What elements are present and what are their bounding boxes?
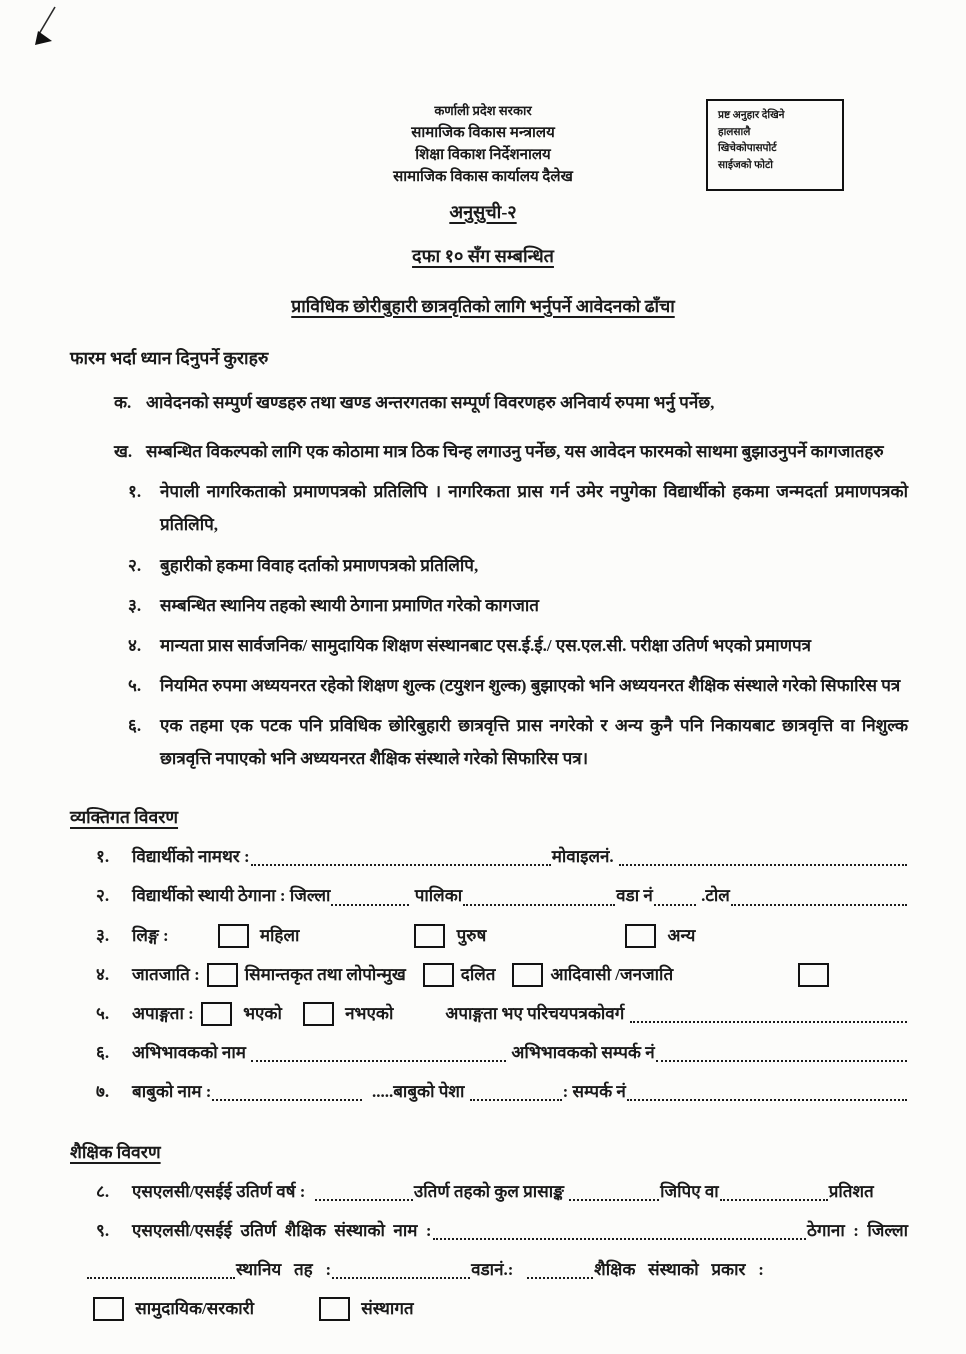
field-label: स्थानिय तह : xyxy=(236,1259,332,1279)
checkbox[interactable] xyxy=(218,924,249,948)
field-label: अभिभावकको सम्पर्क नं xyxy=(507,1042,655,1062)
org-line-ministry: सामाजिक विकास मन्त्रालय xyxy=(411,125,555,141)
field-label: नभएको xyxy=(340,1003,394,1023)
checkbox[interactable] xyxy=(414,924,445,948)
field-label: जातजाति : xyxy=(132,964,200,984)
dotted-fill-blank[interactable] xyxy=(463,898,615,906)
dotted-fill-blank[interactable] xyxy=(331,898,409,906)
instruction-text: आवेदनको सम्पुर्ण खण्डहरु तथा खण्ड अन्तरगतका सम्पूर्ण विवरणहरु अनिवार्य रुपमा भर्नु पर्नेछ, xyxy=(146,393,715,412)
photo-box-line: खिचेकोपासपोर्ट xyxy=(718,143,777,154)
org-line-directorate: शिक्षा विकाश निर्देशनालय xyxy=(415,147,551,163)
item-number: ६. xyxy=(96,1042,110,1062)
photo-box-line: प्रष्ट अनुहार देखिने xyxy=(718,110,785,121)
field-label: अपाङ्गता : xyxy=(132,1003,194,1023)
item-number: ४. xyxy=(96,964,110,984)
photo-box-line: हालसालै xyxy=(718,126,751,138)
field-label: संस्थागत xyxy=(357,1298,414,1318)
document-text: बुहारीको हकमा विवाह दर्ताको प्रमाणपत्रको प्रतिलिपि, xyxy=(160,555,479,575)
item-number: ५. xyxy=(96,1003,110,1023)
dotted-fill-blank[interactable] xyxy=(731,898,907,906)
document-text: नियमित रुपमा अध्ययनरत रहेको शिक्षण शुल्क (टयुशन शुल्क) बुझाएको भनि अध्ययनरत शैक्षिक संस्थाले गरेको सिफारिस पत्र xyxy=(160,675,901,695)
dotted-fill-blank[interactable] xyxy=(315,1193,413,1201)
dotted-fill-blank[interactable] xyxy=(251,1054,506,1062)
item-number: २. xyxy=(128,555,142,575)
item-number: ४. xyxy=(128,635,142,655)
pen-mark xyxy=(18,2,74,58)
document-item xyxy=(128,589,908,622)
item-number: ६. xyxy=(128,716,142,736)
item-number: ७. xyxy=(96,1081,110,1101)
education-details-rows xyxy=(70,1178,908,1323)
item-number: ख. xyxy=(114,442,133,462)
form-title: प्राविधिक छोरीबुहारी छात्रवृतिको लागि भर्नुपर्ने आवेदनको ढाँचा xyxy=(291,296,675,316)
dotted-fill-blank[interactable] xyxy=(630,1015,907,1023)
field-label: बाबुको नाम : xyxy=(132,1081,212,1101)
field-label: सिमान्तकृत तथा लोपोन्मुख xyxy=(244,964,406,984)
gender-row xyxy=(96,922,908,950)
dotted-fill-blank[interactable] xyxy=(470,1093,562,1101)
document-text: मान्यता प्रास सार्वजनिक/ सामुदायिक शिक्षण संस्थानबाट एस.ई.ई./ एस.एल.सी. परीक्षा उतिर्ण भएको प्रमाणपत्र xyxy=(160,635,812,655)
field-label: .टोल xyxy=(696,886,730,906)
dotted-fill-blank[interactable] xyxy=(619,858,907,866)
checkbox[interactable] xyxy=(798,963,829,987)
field-label: एसएलसी/एसईई उतिर्ण शैक्षिक संस्थाको नाम : xyxy=(132,1220,432,1240)
field-label: अन्य xyxy=(663,925,696,945)
field-label: शैक्षिक संस्थाको प्रकार : xyxy=(594,1259,764,1279)
instructions-heading: फारम भर्दा ध्यान दिनुपर्ने कुराहरु xyxy=(70,348,269,368)
field-label: एसएलसी/एसईई उतिर्ण वर्ष : xyxy=(132,1181,314,1201)
field-label: सामुदायिक/सरकारी xyxy=(131,1298,255,1318)
field-label: ठेगाना : जिल्ला xyxy=(807,1220,908,1240)
field-label: प्रतिशत xyxy=(828,1181,874,1201)
field-label: अभिभावकको नाम xyxy=(132,1042,251,1062)
dotted-fill-blank[interactable] xyxy=(654,898,696,906)
item-number: क. xyxy=(114,393,132,412)
field-label: : सम्पर्क नं xyxy=(562,1081,626,1101)
item-number: २. xyxy=(96,886,110,906)
photo-box-line: साईजको फोटो xyxy=(718,159,773,171)
field-label: विद्यार्थीको नामथर : xyxy=(132,847,250,867)
field-label: विद्यार्थीको स्थायी ठेगाना : जिल्ला xyxy=(132,886,331,906)
item-number: ३. xyxy=(96,925,110,945)
item-number: ९. xyxy=(96,1220,110,1240)
item-number: ५. xyxy=(128,675,142,695)
dotted-fill-blank[interactable] xyxy=(656,1054,907,1062)
checkbox[interactable] xyxy=(207,963,238,987)
photo-box xyxy=(706,99,844,191)
field-label: आदिवासी /जनजाति xyxy=(550,964,674,984)
checkbox[interactable] xyxy=(93,1297,124,1321)
document-item xyxy=(128,549,908,582)
field-label: दलित xyxy=(460,964,496,984)
institution-type-row xyxy=(86,1295,908,1323)
document-text: नेपाली नागरिकताको प्रमाणपत्रको प्रतिलिपि । नागरिकता प्रास गर्न उमेर नपुगेका विद्यार्थीको हकमा जन्मदर्ता प्रमाणपत्रको प्रतिलिपि, xyxy=(160,482,908,535)
checkbox[interactable] xyxy=(423,963,454,987)
item-number: ८. xyxy=(96,1181,110,1201)
dotted-fill-blank[interactable] xyxy=(87,1271,235,1279)
field-label: पुरुष xyxy=(452,925,487,945)
field-label: वडानं.: xyxy=(471,1259,527,1279)
item-number: १. xyxy=(96,847,110,867)
org-line-office: सामाजिक विकास कार्यालय दैलेख xyxy=(393,169,573,185)
field-label: लिङ्ग : xyxy=(132,925,169,945)
document-item xyxy=(128,709,908,775)
form-body xyxy=(0,346,966,1323)
dotted-fill-blank[interactable] xyxy=(627,1093,907,1101)
field-label: .....बाबुको पेशा xyxy=(363,1081,469,1101)
dotted-fill-blank[interactable] xyxy=(527,1271,593,1279)
field-label: पालिका xyxy=(410,886,463,906)
item-number: १. xyxy=(128,482,142,502)
dotted-fill-blank[interactable] xyxy=(720,1193,828,1201)
personal-details-rows xyxy=(70,843,908,1105)
item-number: ३. xyxy=(128,595,142,615)
dotted-fill-blank[interactable] xyxy=(433,1232,806,1240)
guardian-row xyxy=(96,1039,908,1067)
student-name-row xyxy=(96,843,908,871)
instruction-text: सम्बन्धित विकल्पको लागि एक कोठामा मात्र ठिक चिन्ह लगाउनु पर्नेछ, यस आवेदन फारमको साथमा बुझाउनुपर्ने कागजातहरु xyxy=(146,442,884,462)
field-label: अपाङ्गता भए परिचयपत्रकोवर्ग xyxy=(445,1003,629,1023)
slc-institution-row-2 xyxy=(86,1256,908,1284)
checkbox[interactable] xyxy=(625,924,656,948)
education-details-heading: शैक्षिक विवरण xyxy=(70,1141,161,1162)
ethnicity-row xyxy=(96,961,908,989)
instruction-item xyxy=(114,386,908,419)
field-label: भएको xyxy=(238,1003,282,1023)
field-label: जिपिए वा xyxy=(660,1181,719,1201)
personal-details-heading: व्यक्तिगत विवरण xyxy=(70,807,179,828)
slc-institution-row xyxy=(96,1217,908,1245)
father-row xyxy=(96,1078,908,1106)
document-item xyxy=(128,669,908,702)
field-label: वडा नं xyxy=(616,886,653,906)
field-label: महिला xyxy=(255,925,300,945)
annex-label: अनुसुची-२ xyxy=(449,202,517,222)
checkbox[interactable] xyxy=(319,1297,350,1321)
dotted-fill-blank[interactable] xyxy=(212,1093,362,1101)
document-item xyxy=(128,475,908,541)
document-text: सम्बन्धित स्थानिय तहको स्थायी ठेगाना प्रमाणित गरेको कागजात xyxy=(160,595,539,615)
checkbox[interactable] xyxy=(303,1002,334,1026)
clause-label: दफा १० सँग सम्बन्धित xyxy=(412,246,554,266)
document-text: एक तहमा एक पटक पनि प्रविधिक छोरिबुहारी छात्रवृत्ति प्रास नगरेको र अन्य कुनै पनि निकायबाट छात्रवृत्ति वा निशुल्क छात्रवृत्ति नपाएको भनि अध्ययनरत शैक्षिक संस्थाले गरेको सिफारिस पत्र। xyxy=(160,716,908,769)
document-item xyxy=(128,629,908,662)
dotted-fill-blank[interactable] xyxy=(332,1271,470,1279)
disability-row xyxy=(96,1000,908,1028)
permanent-address-row xyxy=(96,882,908,910)
required-documents-list xyxy=(70,475,908,775)
checkbox[interactable] xyxy=(201,1002,232,1026)
checkbox[interactable] xyxy=(512,963,543,987)
slc-pass-year-row xyxy=(96,1178,908,1206)
org-line-province: कर्णाली प्रदेश सरकार xyxy=(434,103,532,118)
dotted-fill-blank[interactable] xyxy=(569,1193,659,1201)
field-label: उतिर्ण तहको कुल प्रासाङ्क xyxy=(413,1181,569,1201)
dotted-fill-blank[interactable] xyxy=(251,858,551,866)
instruction-item xyxy=(114,435,908,468)
field-label: मोवाइलनं. xyxy=(551,847,618,867)
